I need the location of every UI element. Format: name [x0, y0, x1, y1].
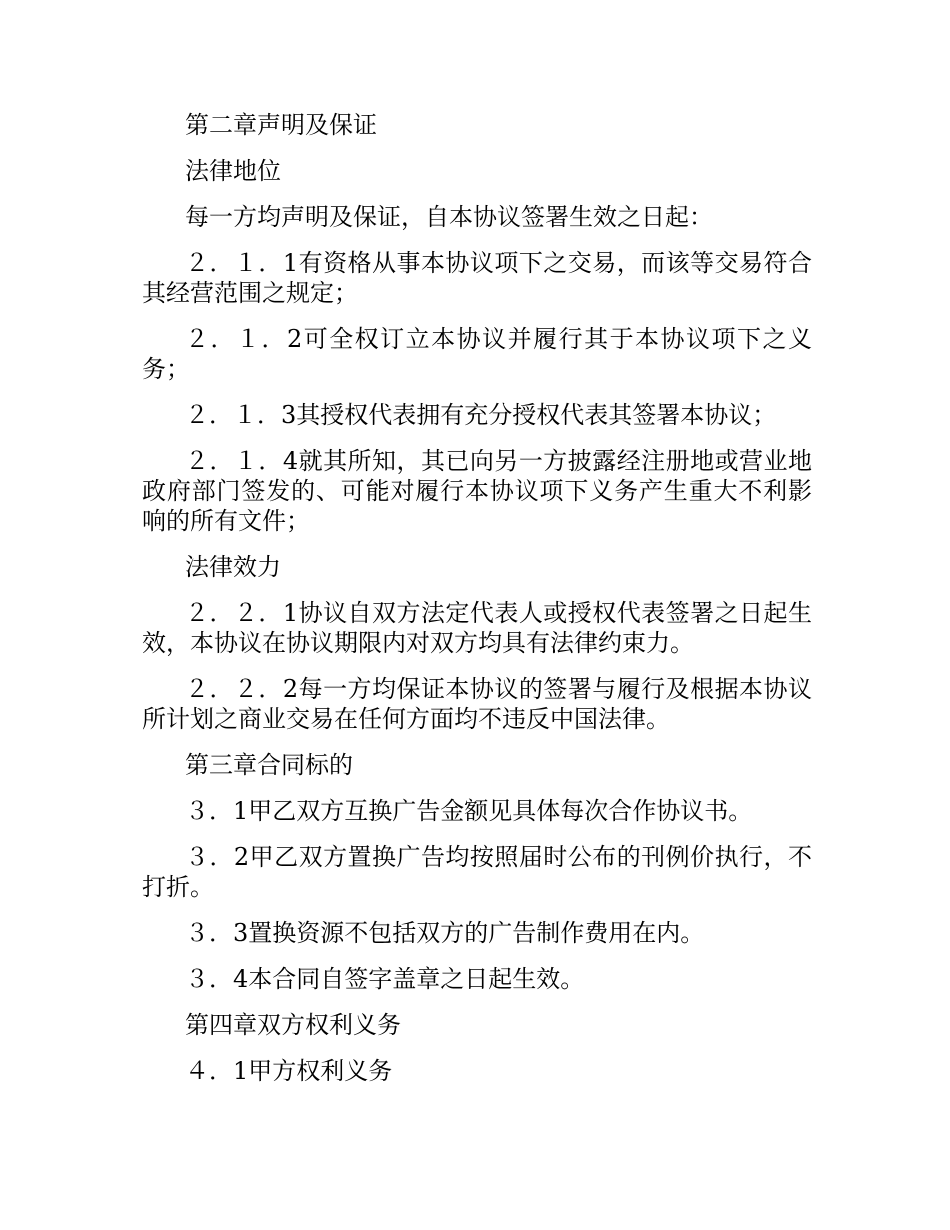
- paragraph: 每一方均声明及保证，自本协议签署生效之日起：: [185, 203, 713, 231]
- clause-3-1: ３．1甲乙双方互换广告金额见具体每次合作协议书。: [185, 797, 753, 825]
- chapter-3-title: 第三章合同标的: [185, 751, 353, 779]
- clause-2-2-1: ２．２．1协议自双方法定代表人或授权代表签署之日起生效，本协议在协议期限内对双方均具有法律约束力。: [142, 599, 812, 657]
- section-legal-effect-heading: 法律效力: [185, 553, 281, 581]
- clause-3-4: ３．4本合同自签字盖章之日起生效。: [185, 965, 585, 993]
- clause-3-3: ３．3置换资源不包括双方的广告制作费用在内。: [185, 919, 705, 947]
- section-legal-status-heading: 法律地位: [185, 157, 281, 185]
- clause-4-1: ４．1甲方权利义务: [185, 1057, 393, 1085]
- chapter-4-title: 第四章双方权利义务: [185, 1011, 401, 1039]
- clause-2-1-2: ２．１．2可全权订立本协议并履行其于本协议项下之义务；: [142, 325, 812, 383]
- clause-2-1-1: ２．１．1有资格从事本协议项下之交易，而该等交易符合其经营范围之规定；: [142, 249, 812, 307]
- document-page: [142, 110, 812, 1102]
- clause-3-2: ３．2甲乙双方置换广告均按照届时公布的刊例价执行，不打折。: [142, 843, 812, 901]
- clause-2-1-3: ２．１．3其授权代表拥有充分授权代表其签署本协议；: [185, 401, 777, 429]
- clause-2-2-2: ２．２．2每一方均保证本协议的签署与履行及根据本协议所计划之商业交易在任何方面均不违反中国法律。: [142, 675, 812, 733]
- clause-2-1-4: ２．１．4就其所知，其已向另一方披露经注册地或营业地政府部门签发的、可能对履行本协议项下义务产生重大不利影响的所有文件；: [142, 447, 812, 535]
- chapter-2-title: 第二章声明及保证: [185, 111, 377, 139]
